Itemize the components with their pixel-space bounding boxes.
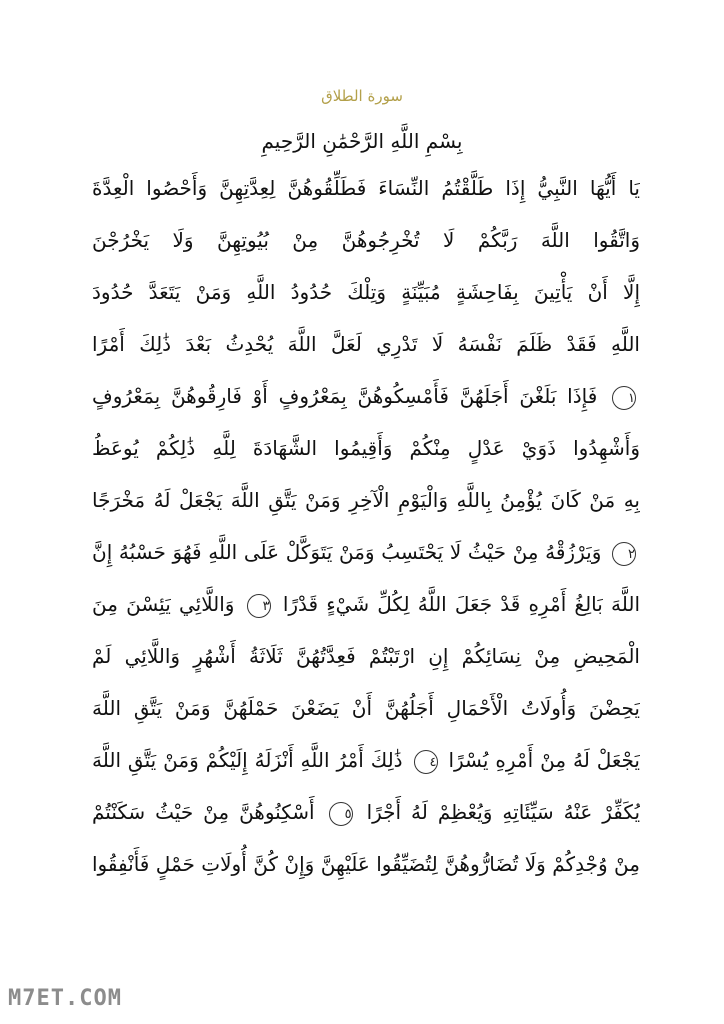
verse-text: فَإِذَا بَلَغْنَ أَجَلَهُنَّ فَأَمْسِكُوهُنَّ بِمَعْرُوفٍ أَوْ فَارِقُوهُنَّ بِمَعْرُوفٍ (92, 384, 598, 408)
verse-text: وَاللَّائِي يَئِسْنَ مِنَ (92, 592, 235, 616)
verse-line (92, 319, 640, 369)
verse-line (92, 163, 640, 213)
verse-line (92, 371, 640, 421)
surah-title: سورة الطلاق (321, 87, 403, 105)
verse-text: إِلَّا أَنْ يَأْتِينَ بِفَاحِشَةٍ مُبَيِّنَةٍ وَتِلْكَ حُدُودُ اللَّهِ وَمَنْ يَتَعَدَّ حُدُودَ (92, 280, 640, 304)
verse-line (92, 579, 640, 629)
verse-line (92, 787, 640, 837)
verse-text: يَجْعَلْ لَهُ مِنْ أَمْرِهِ يُسْرًا (448, 748, 640, 772)
verse-text: ذَٰلِكَ أَمْرُ اللَّهِ أَنْزَلَهُ إِلَيْكُمْ وَمَنْ يَتَّقِ اللَّهَ (92, 748, 403, 772)
verse-line (92, 215, 640, 265)
verse-text: يَا أَيُّهَا النَّبِيُّ إِذَا طَلَّقْتُمُ النِّسَاءَ فَطَلِّقُوهُنَّ لِعِدَّتِهِنَّ وَأَحْصُوا الْعِدَّةَ (92, 176, 640, 200)
basmala: بِسْمِ اللَّهِ الرَّحْمَٰنِ الرَّحِيمِ (261, 129, 463, 153)
verse-line (92, 475, 640, 525)
site-watermark: M7ET.COM (8, 986, 122, 1011)
verse-line (92, 839, 640, 889)
ayah-number-marker: ٢ (612, 542, 636, 566)
verse-text: وَاتَّقُوا اللَّهَ رَبَّكُمْ لَا تُخْرِجُوهُنَّ مِنْ بُيُوتِهِنَّ وَلَا يَخْرُجْنَ (92, 228, 640, 252)
verse-text: اللَّهِ فَقَدْ ظَلَمَ نَفْسَهُ لَا تَدْرِي لَعَلَّ اللَّهَ يُحْدِثُ بَعْدَ ذَٰلِكَ أَمْرًا (92, 332, 640, 356)
ayah-number-marker: ٣ (247, 594, 271, 618)
ayah-number-marker: ٥ (329, 802, 353, 826)
verse-line (92, 527, 640, 577)
verse-line (92, 735, 640, 785)
ayah-number-marker: ١ (612, 386, 636, 410)
ayah-number-marker: ٤ (414, 750, 438, 774)
verse-text: وَأَشْهِدُوا ذَوَيْ عَدْلٍ مِنْكُمْ وَأَقِيمُوا الشَّهَادَةَ لِلَّهِ ذَٰلِكُمْ يُوعَظُ (92, 436, 640, 460)
verse-text: وَيَرْزُقْهُ مِنْ حَيْثُ لَا يَحْتَسِبُ وَمَنْ يَتَوَكَّلْ عَلَى اللَّهِ فَهُوَ حَسْبُهُ إِنَّ (92, 540, 602, 564)
verse-text: أَسْكِنُوهُنَّ مِنْ حَيْثُ سَكَنْتُمْ (92, 800, 315, 824)
verse-text: اللَّهَ بَالِغُ أَمْرِهِ قَدْ جَعَلَ اللَّهُ لِكُلِّ شَيْءٍ قَدْرًا (282, 592, 640, 616)
verse-line (92, 631, 640, 681)
verse-text: مِنْ وُجْدِكُمْ وَلَا تُضَارُّوهُنَّ لِتُضَيِّقُوا عَلَيْهِنَّ وَإِنْ كُنَّ أُولَاتِ حَمْلٍ فَأَنْفِقُوا (92, 852, 640, 876)
verse-line (92, 423, 640, 473)
verse-text: الْمَحِيضِ مِنْ نِسَائِكُمْ إِنِ ارْتَبْتُمْ فَعِدَّتُهُنَّ ثَلَاثَةُ أَشْهُرٍ وَاللَّائِي لَمْ (92, 644, 640, 668)
verse-text: يَحِضْنَ وَأُولَاتُ الْأَحْمَالِ أَجَلُهُنَّ أَنْ يَضَعْنَ حَمْلَهُنَّ وَمَنْ يَتَّقِ اللَّهَ (92, 696, 640, 720)
verse-text: بِهِ مَنْ كَانَ يُؤْمِنُ بِاللَّهِ وَالْيَوْمِ الْآخِرِ وَمَنْ يَتَّقِ اللَّهَ يَجْعَلْ لَهُ مَخْرَجًا (92, 488, 640, 512)
verse-text: يُكَفِّرْ عَنْهُ سَيِّئَاتِهِ وَيُعْظِمْ لَهُ أَجْرًا (366, 800, 640, 824)
verse-line (92, 683, 640, 733)
verse-line (92, 267, 640, 317)
